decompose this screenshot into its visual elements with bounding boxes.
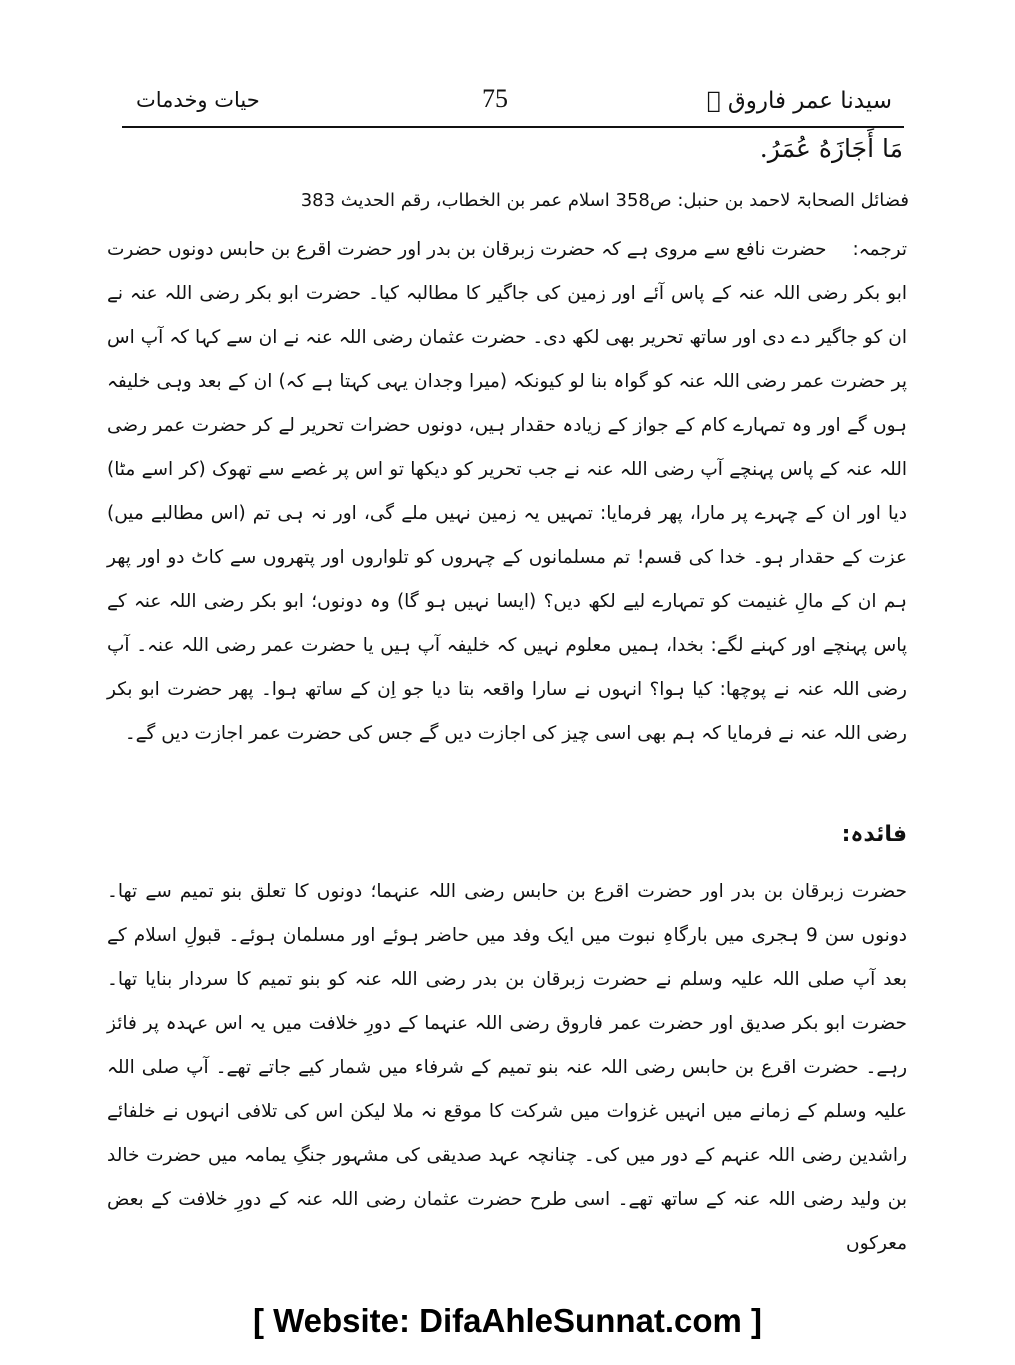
translation-text: حضرت نافع سے مروی ہے کہ حضرت زبرقان بن بدر اور حضرت اقرع بن حابس دونوں حضرت ابو بکر رضی اللہ عنہ کے پاس آئے اور زمین کی جاگیر کا مطالبہ کیا۔ حضرت ابو بکر رضی اللہ عنہ نے ان کو جاگیر دے دی اور ساتھ تحریر بھی لکھ دی۔ حضرت عثمان رضی اللہ عنہ نے ان سے کہا کہ آپ اس پر حضرت عمر رضی اللہ عنہ کو گواہ بنا لو کیونکہ (میرا وجدان یہی کہتا ہے کہ) ان کے بعد وہی خلیفہ ہوں گے اور وہ تمہارے کام کے جواز کے زیادہ حقدار ہیں، دونوں حضرات تحریر لے کر حضرت عمر رضی اللہ عنہ کے پاس پہنچے آپ رضی اللہ عنہ نے جب تحریر کو دیکھا تو اس پر غصے سے تھوک (کر اسے مٹا) دیا اور ان کے چہرے پر مارا، پھر فرمایا: تمہیں یہ زمین نہیں ملے گی، اور نہ ہی تم (اس مطالبے میں) عزت کے حقدار ہو۔ خدا کی قسم! تم مسلمانوں کے چہروں کو تلواروں اور پتھروں سے کاٹ دو اور پھر ہم ان کے مالِ غنیمت کو تمہارے لیے لکھ دیں؟ (ایسا نہیں ہو گا) وہ دونوں؛ ابو بکر رضی اللہ عنہ کے پاس پہنچے اور کہنے لگے: بخدا، ہمیں معلوم نہیں کہ خلیفہ آپ ہیں یا حضرت عمر رضی اللہ عنہ۔ آپ رضی اللہ عنہ نے پوچھا: کیا ہوا؟ انہوں نے سارا واقعہ بتا دیا جو اِن کے ساتھ ہوا۔ پھر حضرت ابو بکر رضی اللہ عنہ نے فرمایا کہ ہم بھی اسی چیز کی اجازت دیں گے جس کی حضرت عمر اجازت دیں گے۔ (107, 239, 907, 744)
page-number: 75 (482, 84, 508, 113)
arabic-fragment: مَا أَجَازَهُ عُمَرُ. (759, 134, 903, 163)
header-rule (122, 126, 904, 128)
website-footer: [ Website: DifaAhleSunnat.com ] (252, 1302, 763, 1339)
hadith-reference: فضائل الصحابۃ لاحمد بن حنبل: ص358 اسلام عمر بن الخطاب، رقم الحدیث 383 (300, 190, 909, 211)
running-head: سیدنا عمر فاروق ﷛ (706, 88, 892, 114)
translation-paragraph (107, 228, 907, 756)
benefit-heading: فائدہ: (841, 822, 907, 847)
page-header (122, 82, 904, 122)
benefit-paragraph: حضرت زبرقان بن بدر اور حضرت اقرع بن حابس رضی اللہ عنہما؛ دونوں کا تعلق بنو تمیم سے تھا۔ دونوں سن 9 ہجری میں بارگاہِ نبوت میں ایک وفد میں حاضر ہوئے اور مسلمان ہوئے۔ قبولِ اسلام کے بعد آپ صلی اللہ علیہ وسلم نے حضرت زبرقان بن بدر رضی اللہ عنہ کو بنو تمیم کا سردار بنایا تھا۔ حضرت ابو بکر صدیق اور حضرت عمر فاروق رضی اللہ عنہما کے دورِ خلافت میں یہ اس عہدہ پر فائز رہے۔ حضرت اقرع بن حابس رضی اللہ عنہ بنو تمیم کے شرفاء میں شمار کیے جاتے تھے۔ آپ صلی اللہ علیہ وسلم کے زمانے میں انہیں غزوات میں شرکت کا موقع نہ ملا لیکن اس کی تلافی انہوں نے خلفائے راشدین رضی اللہ عنہم کے دور میں کی۔ چنانچہ عہد صدیقی کی مشہور جنگِ یمامہ میں حضرت خالد بن ولید رضی اللہ عنہ کے ساتھ تھے۔ اسی طرح حضرت عثمان رضی اللہ عنہ کے دورِ خلافت کے بعض معرکوں (107, 881, 907, 1254)
book-title: حیات وخدمات (136, 88, 260, 112)
translation-label: ترجمہ: (852, 239, 907, 260)
